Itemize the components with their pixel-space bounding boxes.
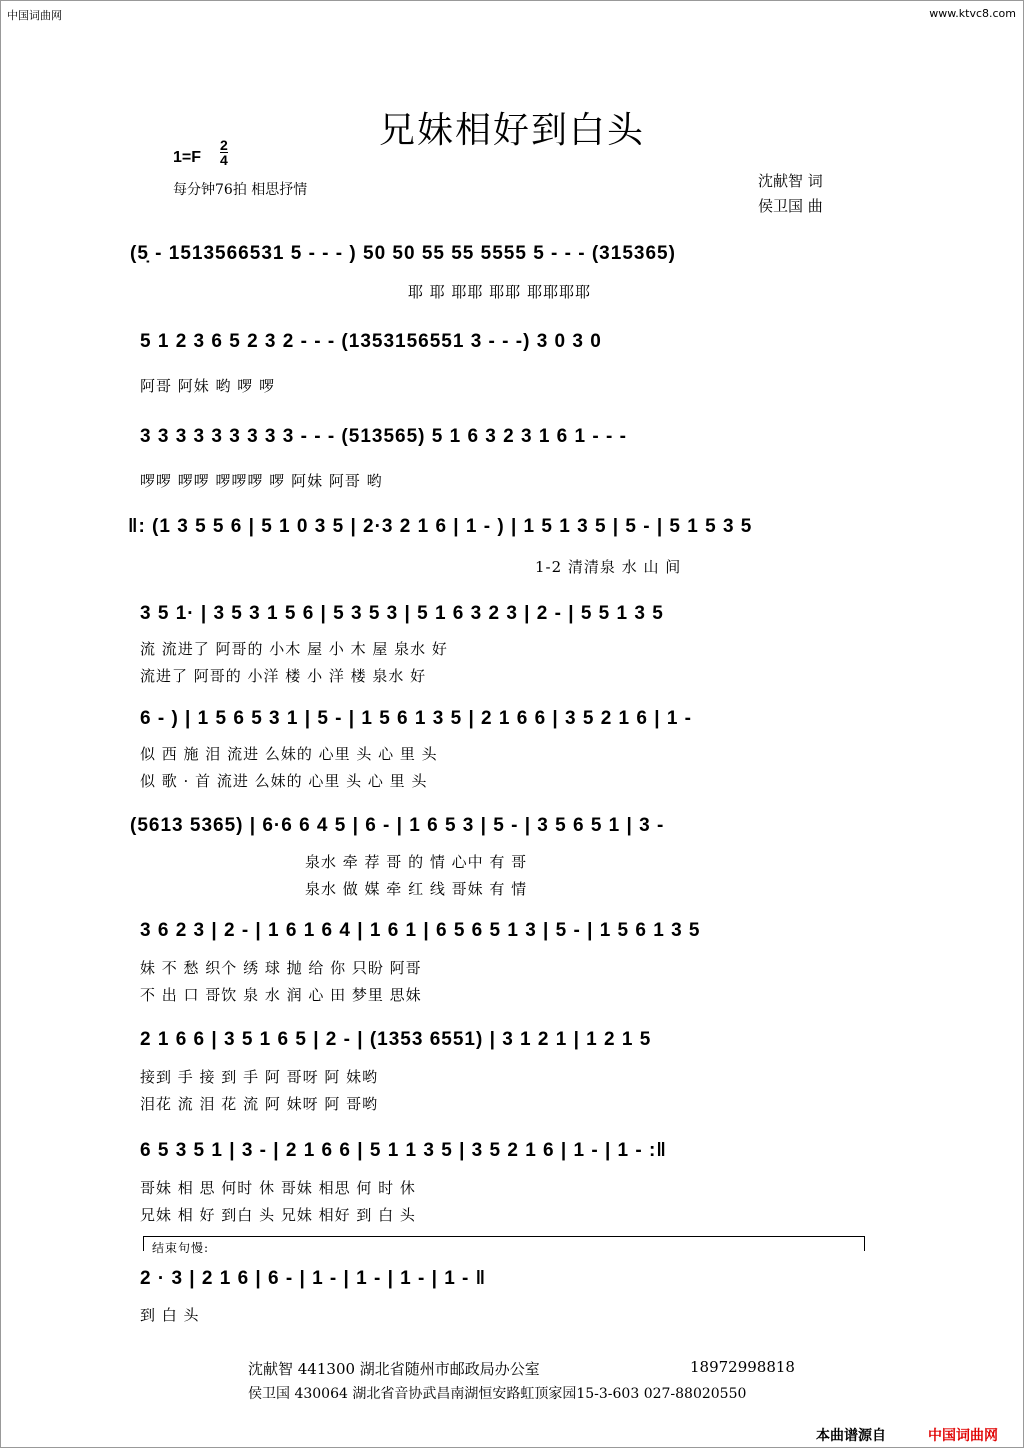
key-signature: 1=F: [173, 149, 202, 166]
score-row-3: 3 3 3 3 3 3 3 3 3 - - - (513565) 5 1 6 3 2 3 1 6 1 - - -: [140, 426, 627, 447]
lyrics-row-6-line-2: 似 歌 · 首 流进 么妹的 心里 头 心 里 头: [140, 772, 428, 790]
site-url-top-right[interactable]: www.ktvc8.com: [929, 7, 1016, 20]
lyrics-row-5-line-1: 流 流进了 阿哥的 小木 屋 小 木 屋 泉水 好: [140, 640, 448, 658]
contact-lyricist-phone: 18972998818: [690, 1358, 795, 1376]
source-prefix: 本曲谱源自: [816, 1428, 886, 1444]
ending-slow-label: 结束句慢:: [152, 1241, 210, 1255]
lyrics-row-8-line-1: 妹 不 愁 织个 绣 球 抛 给 你 只盼 阿哥: [140, 959, 422, 977]
score-row-1: (5̣ - 1513566531 5 - - - ) 50 50 55 55 5555 5 - - - (315365): [130, 243, 676, 264]
score-row-11: 2 · 3 | 2 1 6 | 6 - | 1 - | 1 - | 1 - | 1 - ‖: [140, 1268, 487, 1289]
score-row-8: 3 6 2 3 | 2 - | 1 6 1 6 4 | 1 6 1 | 6 5 6 5 1 3 | 5 - | 1 5 6 1 3 5: [140, 920, 701, 941]
time-bottom: 4: [220, 152, 228, 168]
lyrics-row-7-line-2: 泉水 做 媒 牵 红 线 哥妹 有 情: [305, 880, 528, 898]
composer-credit: 侯卫国 曲: [758, 197, 823, 215]
lyrics-row-2-line-1: 阿哥 阿妹 哟 啰 啰: [140, 377, 276, 395]
score-row-6: 6 - ) | 1 5 6 5 3 1 | 5 - | 1 5 6 1 3 5 | 2 1 6 6 | 3 5 2 1 6 | 1 -: [140, 708, 693, 729]
score-row-9: 2 1 6 6 | 3 5 1 6 5 | 2 - | (1353 6551) | 3 1 2 1 | 1 2 1 5: [140, 1029, 652, 1050]
contact-composer: 侯卫国 430064 湖北省音协武昌南湖恒安路虹顶家园15-3-603 027-88020550: [248, 1386, 747, 1402]
song-title: 兄妹相好到白头: [378, 110, 645, 151]
ending-bracket: [143, 1236, 865, 1251]
lyrics-row-10-line-1: 哥妹 相 思 何时 休 哥妹 相思 何 时 休: [140, 1179, 416, 1197]
lyrics-row-10-line-2: 兄妹 相 好 到白 头 兄妹 相好 到 白 头: [140, 1206, 416, 1224]
score-row-7: (5613 5365) | 6·6 6 4 5 | 6 - | 1 6 5 3 | 5 - | 3 5 6 5 1 | 3 -: [130, 815, 665, 836]
lyrics-row-7-line-1: 泉水 牵 荐 哥 的 情 心中 有 哥: [305, 853, 528, 871]
lyrics-row-1-line-1: 耶 耶 耶耶 耶耶 耶耶耶耶: [408, 283, 592, 301]
time-top: 2: [220, 137, 228, 153]
lyrics-row-11-line-1: 到 白 头: [140, 1306, 200, 1324]
score-row-4: ‖: (1 3 5 5 6 | 5 1 0 3 5 | 2·3 2 1 6 | 1 - ) | 1 5 1 3 5 | 5 - | 5 1 5 3 5: [128, 516, 753, 537]
score-row-2: 5 1 2 3 6 5 2 3 2 - - - (1353156551 3 - - -) 3 0 3 0: [140, 331, 602, 352]
lyrics-row-4-line-1: 1-2 清清泉 水 山 间: [535, 558, 682, 576]
lyrics-row-9-line-2: 泪花 流 泪 花 流 阿 妹呀 阿 哥哟: [140, 1095, 379, 1113]
lyrics-row-3-line-1: 啰啰 啰啰 啰啰啰 啰 阿妹 阿哥 哟: [140, 472, 383, 490]
lyricist-credit: 沈献智 词: [758, 172, 823, 190]
lyrics-row-5-line-2: 流进了 阿哥的 小洋 楼 小 洋 楼 泉水 好: [140, 667, 427, 685]
contact-lyricist: 沈献智 441300 湖北省随州市邮政局办公室: [248, 1360, 540, 1378]
time-signature: [220, 138, 228, 167]
site-name-top-left[interactable]: 中国词曲网: [7, 9, 62, 22]
lyrics-row-9-line-1: 接到 手 接 到 手 阿 哥呀 阿 妹哟: [140, 1068, 379, 1086]
tempo-marking: 每分钟76拍 相思抒情: [173, 182, 308, 198]
source-site-link[interactable]: 中国词曲网: [928, 1428, 998, 1444]
lyrics-row-8-line-2: 不 出 口 哥饮 泉 水 润 心 田 梦里 思妹: [140, 986, 422, 1004]
score-row-5: 3 5 1· | 3 5 3 1 5 6 | 5 3 5 3 | 5 1 6 3 2 3 | 2 - | 5 5 1 3 5: [140, 603, 664, 624]
score-row-10: 6 5 3 5 1 | 3 - | 2 1 6 6 | 5 1 1 3 5 | 3 5 2 1 6 | 1 - | 1 - :‖: [140, 1140, 667, 1161]
lyrics-row-6-line-1: 似 西 施 泪 流进 么妹的 心里 头 心 里 头: [140, 745, 438, 763]
